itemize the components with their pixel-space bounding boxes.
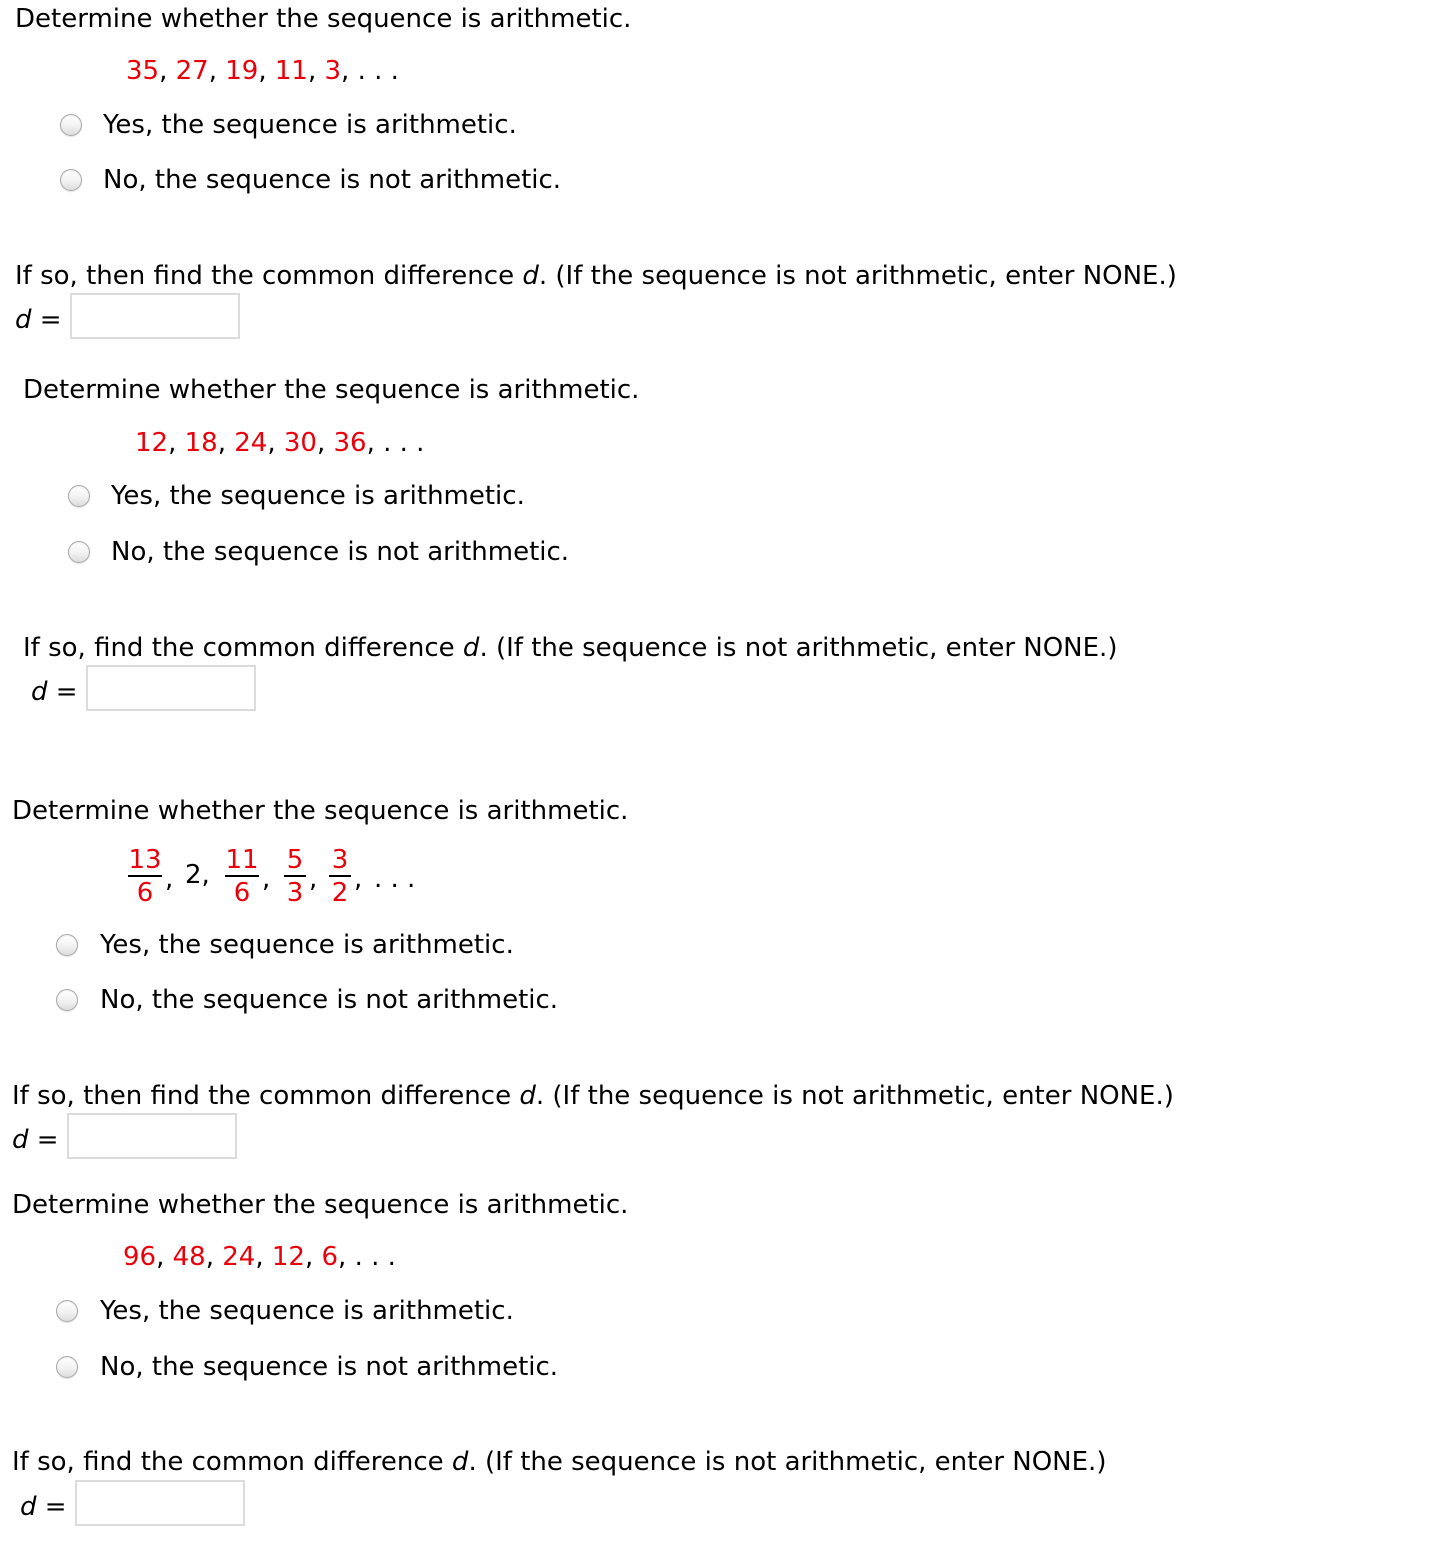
sequence-term: 35 [126, 56, 160, 86]
sequence-ellipsis: , . . . [366, 428, 425, 458]
d-answer-input[interactable] [75, 1480, 245, 1526]
option-no-label[interactable]: No, the sequence is not arithmetic. [100, 1352, 559, 1382]
sequence-term: 48 [172, 1242, 206, 1272]
sequence-term: 3 [324, 56, 342, 86]
fraction-numerator: 11 [225, 845, 259, 875]
sequence-term: 19 [225, 56, 259, 86]
sequence-separator: , [316, 428, 334, 458]
radio-no[interactable] [68, 541, 90, 563]
equals-sign: = [44, 1492, 67, 1522]
fraction-numerator: 3 [331, 845, 349, 875]
difference-prompt [15, 263, 1177, 289]
sequence-separator: , [208, 56, 226, 86]
fraction-bar [128, 875, 162, 877]
sequence-term: 2 [185, 860, 202, 890]
option-no-label[interactable]: No, the sequence is not arithmetic. [111, 537, 570, 567]
sequence-term: 18 [184, 428, 218, 458]
d-equals-label [31, 679, 78, 705]
sequence-term: 12 [135, 428, 169, 458]
d-variable: d [31, 677, 48, 707]
difference-prompt-text: If so, find the common difference [23, 633, 463, 663]
sequence-ellipsis: , . . . [338, 1242, 396, 1272]
equals-sign: = [55, 677, 78, 707]
option-yes-label[interactable]: Yes, the sequence is arithmetic. [111, 481, 525, 511]
fraction-term [225, 847, 259, 906]
difference-prompt-text: If so, then find the common difference [12, 1081, 520, 1111]
sequence-ellipsis: . . . [374, 864, 416, 894]
difference-prompt [12, 1083, 1174, 1109]
sequence-term: 27 [175, 56, 209, 86]
sequence-term: 36 [333, 428, 367, 458]
problem-prompt: Determine whether the sequence is arithmetic. [23, 375, 640, 405]
sequence-separator: , [159, 56, 176, 86]
fraction-bar [225, 875, 259, 877]
sequence-separator: , [267, 428, 284, 458]
sequence-separator: , [258, 56, 275, 86]
difference-prompt-text: . (If the sequence is not arithmetic, enter NONE.) [468, 1447, 1107, 1477]
d-answer-input[interactable] [67, 1113, 237, 1159]
difference-variable: d [519, 1081, 536, 1111]
sequence-ellipsis: , . . . [341, 56, 399, 86]
fraction-term [128, 847, 162, 906]
sequence-term: 24 [222, 1242, 256, 1272]
option-yes-label[interactable]: Yes, the sequence is arithmetic. [103, 110, 517, 140]
fraction-denominator: 6 [233, 878, 251, 908]
difference-variable: d [451, 1447, 469, 1477]
sequence-term: 11 [274, 56, 308, 86]
problem-prompt: Determine whether the sequence is arithmetic. [12, 1190, 629, 1220]
sequence [135, 430, 424, 456]
fraction-term [284, 847, 306, 906]
sequence-separator: , [217, 428, 235, 458]
d-answer-input[interactable] [86, 665, 256, 711]
sequence-separator: , [307, 56, 325, 86]
sequence-term: 30 [283, 428, 317, 458]
d-equals-label [12, 1127, 59, 1153]
difference-prompt-text: . (If the sequence is not arithmetic, enter NONE.) [535, 1081, 1174, 1111]
difference-prompt-text: . (If the sequence is not arithmetic, enter NONE.) [479, 633, 1118, 663]
radio-no[interactable] [60, 169, 82, 191]
sequence-term-whole [185, 862, 210, 888]
sequence-separator: , [168, 428, 185, 458]
d-variable: d [20, 1492, 37, 1522]
difference-prompt [12, 1449, 1106, 1475]
d-equals-label [15, 307, 62, 333]
d-equals-label [20, 1494, 67, 1520]
sequence-term: 12 [271, 1242, 305, 1272]
fraction-denominator: 3 [286, 878, 304, 908]
sequence-separator: , [205, 1242, 223, 1272]
option-yes-label[interactable]: Yes, the sequence is arithmetic. [100, 1296, 514, 1326]
sequence-separator: , [354, 864, 363, 894]
sequence-separator: , [156, 1242, 173, 1272]
sequence-term: 24 [234, 428, 268, 458]
radio-yes[interactable] [56, 1300, 78, 1322]
fraction-bar [284, 875, 306, 877]
problem-prompt: Determine whether the sequence is arithmetic. [12, 796, 629, 826]
equals-sign: = [36, 1125, 59, 1155]
fraction-numerator: 13 [128, 845, 162, 875]
option-yes-label[interactable]: Yes, the sequence is arithmetic. [100, 930, 514, 960]
d-variable: d [15, 305, 32, 335]
sequence-separator: , [262, 864, 271, 894]
problem-prompt: Determine whether the sequence is arithmetic. [15, 4, 632, 34]
fraction-numerator: 5 [286, 845, 304, 875]
d-variable: d [12, 1125, 29, 1155]
radio-yes[interactable] [60, 114, 82, 136]
sequence-separator: , [304, 1242, 322, 1272]
d-answer-input[interactable] [70, 293, 240, 339]
option-no-label[interactable]: No, the sequence is not arithmetic. [103, 165, 562, 195]
sequence [123, 1244, 396, 1270]
equals-sign: = [39, 305, 62, 335]
option-no-label[interactable]: No, the sequence is not arithmetic. [100, 985, 559, 1015]
radio-yes[interactable] [68, 485, 90, 507]
sequence [126, 58, 399, 84]
sequence-separator: , [165, 864, 174, 894]
fraction-term [329, 847, 351, 906]
difference-variable: d [462, 633, 480, 663]
sequence-term: 96 [123, 1242, 157, 1272]
difference-prompt [23, 635, 1117, 661]
sequence-separator: , [255, 1242, 272, 1272]
radio-no[interactable] [56, 1356, 78, 1378]
difference-prompt-text: If so, find the common difference [12, 1447, 452, 1477]
difference-prompt-text: . (If the sequence is not arithmetic, enter NONE.) [538, 261, 1177, 291]
radio-yes[interactable] [56, 934, 78, 956]
sequence-separator: , [309, 864, 318, 894]
sequence-separator: , [201, 860, 210, 890]
fraction-denominator: 6 [136, 878, 154, 908]
difference-variable: d [522, 261, 539, 291]
radio-no[interactable] [56, 989, 78, 1011]
sequence-term: 6 [321, 1242, 339, 1272]
fraction-bar [329, 875, 351, 877]
difference-prompt-text: If so, then find the common difference [15, 261, 523, 291]
fraction-denominator: 2 [331, 878, 349, 908]
